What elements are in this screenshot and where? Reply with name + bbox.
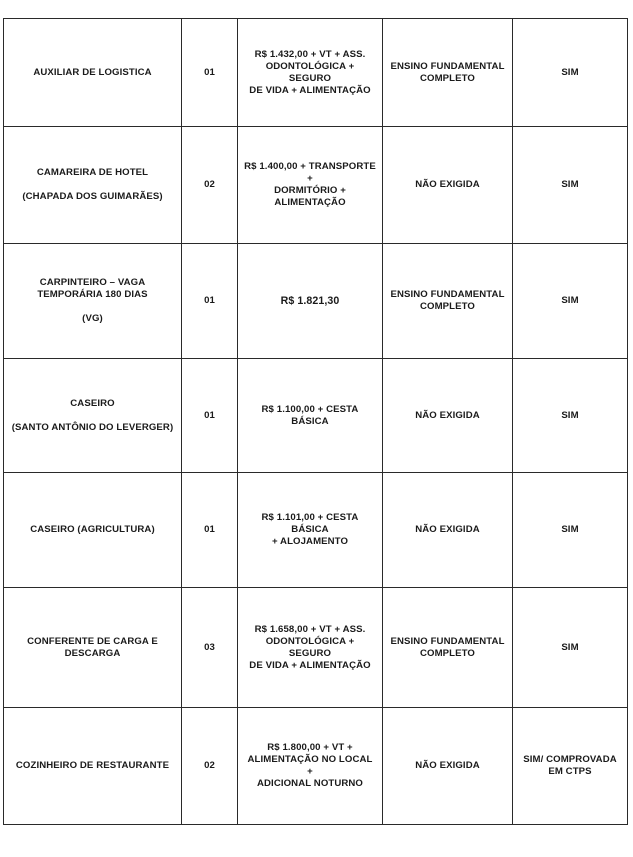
job-title-cell: CASEIRO (AGRICULTURA) <box>4 473 182 588</box>
salary-cell: R$ 1.821,30 <box>238 244 383 359</box>
job-title-cell: CAMAREIRA DE HOTEL (CHAPADA DOS GUIMARÃES) <box>4 127 182 244</box>
salary-cell: R$ 1.400,00 + TRANSPORTE + DORMITÓRIO + ALIMENTAÇÃO <box>238 127 383 244</box>
vacancies-cell: 01 <box>182 473 238 588</box>
education-cell: ENSINO FUNDAMENTAL COMPLETO <box>383 588 513 708</box>
salary-cell: R$ 1.100,00 + CESTA BÁSICA <box>238 359 383 473</box>
experience-cell: SIM/ COMPROVADA EM CTPS <box>513 708 628 825</box>
table-row <box>4 708 628 825</box>
job-title-cell: CARPINTEIRO – VAGA TEMPORÁRIA 180 DIAS (VG) <box>4 244 182 359</box>
salary-cell: R$ 1.432,00 + VT + ASS. ODONTOLÓGICA + SEGURO DE VIDA + ALIMENTAÇÃO <box>238 19 383 127</box>
table-row <box>4 127 628 244</box>
vacancies-cell: 01 <box>182 19 238 127</box>
vacancies-cell: 01 <box>182 359 238 473</box>
education-cell: NÃO EXIGIDA <box>383 359 513 473</box>
education-cell: ENSINO FUNDAMENTAL COMPLETO <box>383 244 513 359</box>
job-title-cell: CASEIRO (SANTO ANTÔNIO DO LEVERGER) <box>4 359 182 473</box>
vacancies-cell: 02 <box>182 127 238 244</box>
table-row <box>4 359 628 473</box>
experience-cell: SIM <box>513 359 628 473</box>
vacancies-cell: 03 <box>182 588 238 708</box>
education-cell: NÃO EXIGIDA <box>383 473 513 588</box>
experience-cell: SIM <box>513 588 628 708</box>
table-row <box>4 588 628 708</box>
salary-cell: R$ 1.658,00 + VT + ASS. ODONTOLÓGICA + SEGURO DE VIDA + ALIMENTAÇÃO <box>238 588 383 708</box>
education-cell: ENSINO FUNDAMENTAL COMPLETO <box>383 19 513 127</box>
education-cell: NÃO EXIGIDA <box>383 127 513 244</box>
vacancies-cell: 02 <box>182 708 238 825</box>
job-title-cell: CONFERENTE DE CARGA E DESCARGA <box>4 588 182 708</box>
experience-cell: SIM <box>513 19 628 127</box>
experience-cell: SIM <box>513 244 628 359</box>
salary-cell: R$ 1.101,00 + CESTA BÁSICA + ALOJAMENTO <box>238 473 383 588</box>
vacancies-cell: 01 <box>182 244 238 359</box>
salary-cell: R$ 1.800,00 + VT + ALIMENTAÇÃO NO LOCAL + ADICIONAL NOTURNO <box>238 708 383 825</box>
table-row <box>4 19 628 127</box>
experience-cell: SIM <box>513 473 628 588</box>
experience-cell: SIM <box>513 127 628 244</box>
table-row <box>4 244 628 359</box>
job-title-cell: COZINHEIRO DE RESTAURANTE <box>4 708 182 825</box>
table-row <box>4 473 628 588</box>
job-title-cell: AUXILIAR DE LOGISTICA <box>4 19 182 127</box>
job-vacancies-table <box>3 18 628 825</box>
education-cell: NÃO EXIGIDA <box>383 708 513 825</box>
